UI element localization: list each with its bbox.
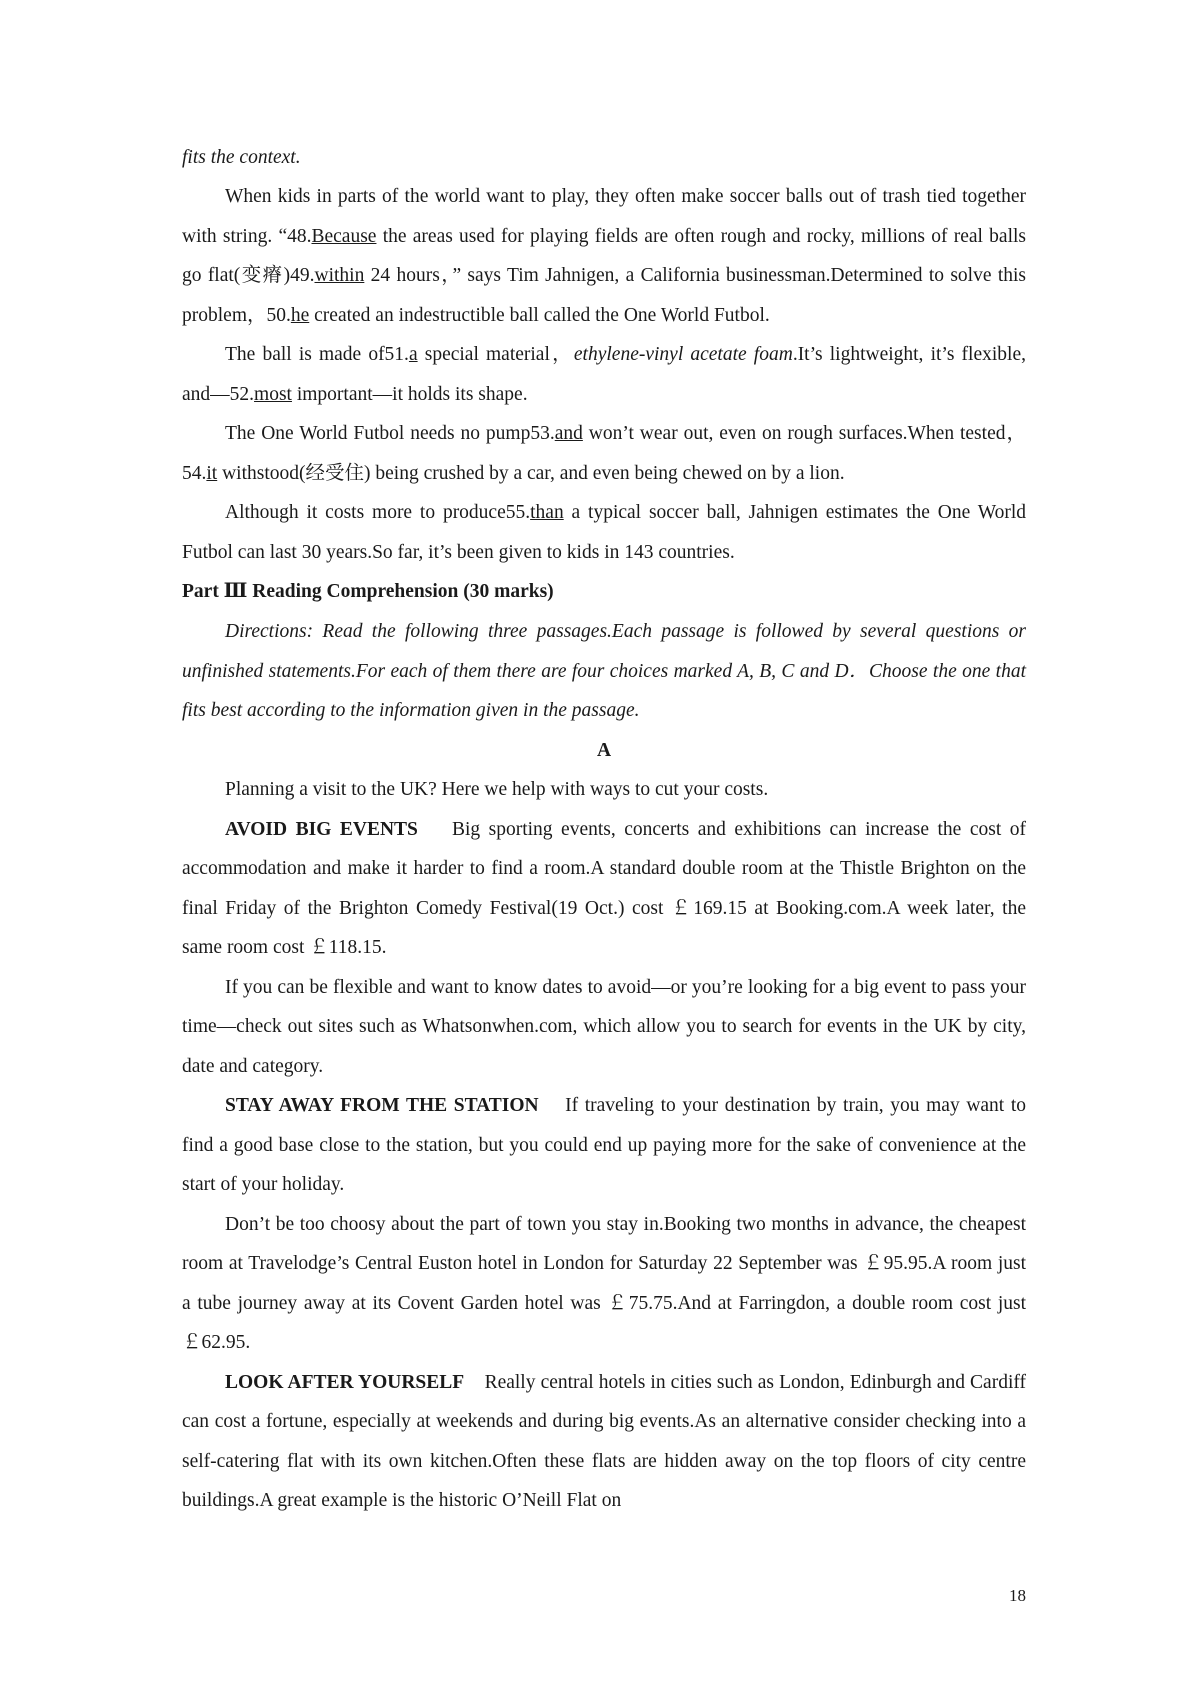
section-look-after: LOOK AFTER YOURSELF Really central hotels in cities such as London, Edinburgh and Cardiff can cost a fortune, especially at weekends and during big events.As an alternative consider checking into a self-catering flat with its own kitchen.Often these flats are hidden away on the top floors of city centre buildings.A great example is the historic O’Neill Flat on <box>182 1371 1027 1511</box>
answer-53: and <box>554 423 583 444</box>
directions: Directions: Read the following three passages.Each passage is followed by several questions or unfinished statements.For each of them there are four choices marked A, B, C and D．Choose the one that fits best according to the information given in the passage. <box>182 621 1026 721</box>
answer-49: within <box>314 265 365 286</box>
passage-paragraph-4: Although it costs more to produce55.than a typical soccer ball, Jahnigen estimates the One World Futbol can last 30 years.So far, it’s been given to kids in 143 countries. <box>182 502 1026 563</box>
intro-paragraph: Planning a visit to the UK? Here we help with ways to cut your costs. <box>225 779 769 800</box>
section-stay-away: STAY AWAY FROM THE STATION If traveling to your destination by train, you may want to find a good base close to the station, but you could end up paying more for the sake of convenience at the start of your holiday. <box>182 1095 1027 1195</box>
document-page <box>182 138 1026 1521</box>
answer-50: he <box>290 304 310 326</box>
section-paragraph: Don’t be too choosy about the part of town you stay in.Booking two months in advance, the cheapest room at Travelodge’s Central Euston hotel in London for Saturday 22 September was ￡95.95.A room just a tube journey away at its Covent Garden hotel was ￡75.75.And at Farringdon, a double room cost just ￡62.95. <box>182 1213 1026 1353</box>
page-number: 18 <box>1009 1586 1026 1605</box>
answer-51: a <box>408 344 418 365</box>
section-paragraph: If you can be flexible and want to know dates to avoid—or you’re looking for a big event to pass your time—check out sites such as Whatsonwhen.com, which allow you to search for events in the UK by city, date and category. <box>182 976 1026 1077</box>
part-3-heading: Part Ⅲ Reading Comprehension (30 marks) <box>182 581 554 602</box>
section-heading: STAY AWAY FROM THE STATION <box>225 1095 539 1116</box>
section-avoid-big-events: AVOID BIG EVENTS Big sporting events, concerts and exhibitions can increase the cost of accommodation and make it harder to find a room.A standard double room at the Thistle Brighton on the final Friday of the Brighton Comedy Festival(19 Oct.) cost ￡169.15 at Booking.com.A week later, the same room cost ￡118.15. <box>182 818 1026 958</box>
passage-paragraph-3: The One World Futbol needs no pump53.and won’t wear out, even on rough surfaces.When tested，54.it withstood(经受住) being crushed by a car, and even being chewed on by a lion. <box>182 423 1026 484</box>
answer-52: most <box>254 383 292 405</box>
answer-48: Because <box>311 225 377 247</box>
material-name: ethylene-vinyl acetate foam <box>573 344 793 365</box>
passage-paragraph-2: The ball is made of51.a special material，ethylene-vinyl acetate foam.It’s lightweight, it’s flexible, and—52.most important—it holds its shape. <box>182 344 1026 405</box>
section-heading: AVOID BIG EVENTS <box>225 818 418 840</box>
passage-label: A <box>596 739 612 761</box>
top-line: fits the context. <box>182 147 301 168</box>
passage-paragraph-1: When kids in parts of the world want to play, they often make soccer balls out of trash tied together with string. “48.Because the areas used for playing fields are often rough and rocky, millions of real balls go flat(变瘠)49.within 24 hours，” says Tim Jahnigen, a California businessman.Determined to solve this problem，50.he created an indestructible ball called the One World Futbol. <box>182 186 1026 326</box>
answer-55: than <box>530 502 564 523</box>
answer-54: it <box>206 462 218 484</box>
section-heading: LOOK AFTER YOURSELF <box>225 1371 465 1393</box>
